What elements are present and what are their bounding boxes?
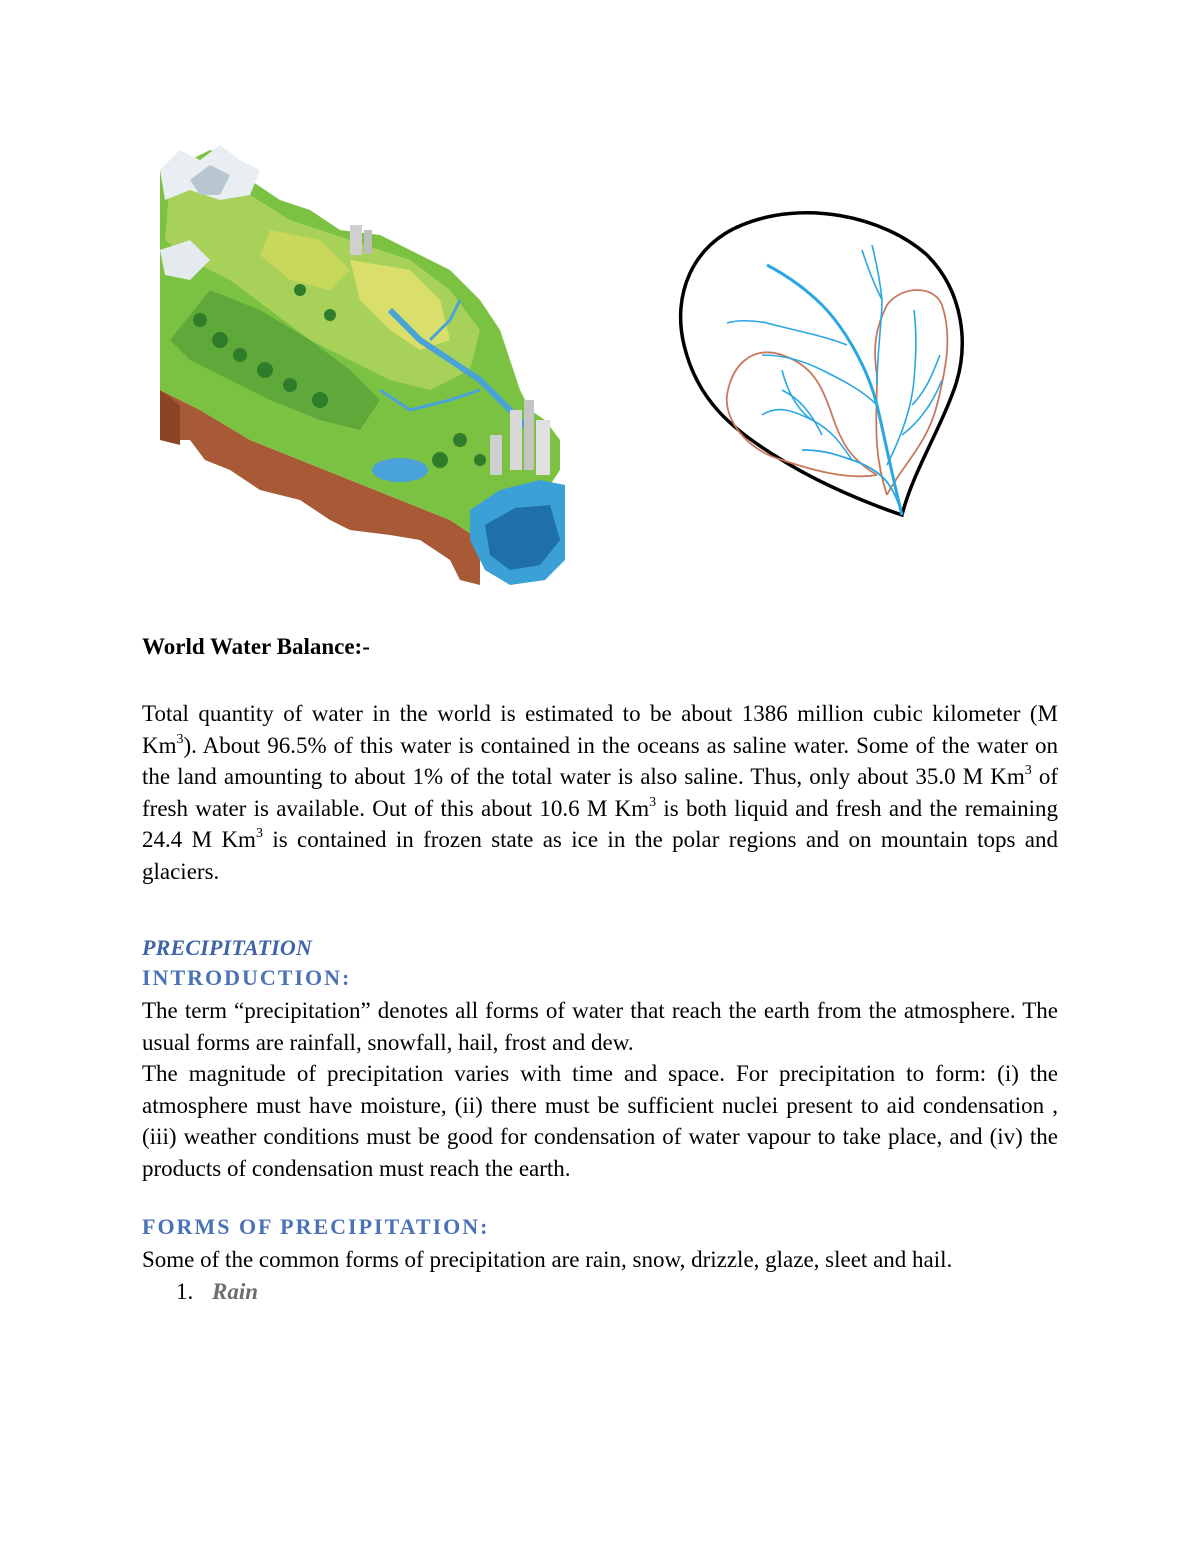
list-label-rain: Rain (212, 1278, 259, 1304)
forms-heading: FORMS OF PRECIPITATION: (142, 1214, 490, 1239)
document-body (142, 634, 1058, 1307)
introduction-heading: INTRODUCTION: (142, 965, 352, 990)
precipitation-title: PRECIPITATION (142, 935, 313, 960)
world-water-heading: World Water Balance:- (142, 634, 370, 659)
list-number: 1. (176, 1278, 194, 1304)
list-item (142, 1276, 1058, 1307)
forms-paragraph: Some of the common forms of precipitation are rain, snow, drizzle, glaze, sleet and hail. (142, 1247, 953, 1272)
intro-paragraph-2: The magnitude of precipitation varies with time and space. For precipitation to form: (i) the atmosphere must have moisture, (ii) there must be sufficient nuclei present to aid condensation , (iii) weather conditions must be good for condensation of water vapour to take place, and (iv) the products of condensation must reach the earth. (142, 1061, 1058, 1181)
drainage-basin-diagram (672, 205, 972, 525)
world-water-paragraph: Total quantity of water in the world is estimated to be about 1386 million cubic kilometer (M Km$^3$). About 96.5% of this water is contained in the oceans as saline water. Some of the water on the land amounting to about 1% of the total water is also saline. Thus, only about 35.0 M Km$^3$ of fresh water is available. Out of this about 10.6 M Km$^3$ is both liquid and fresh and the remaining 24.4 M Km$^3$ is contained in frozen state as ice in the polar regions and on mountain tops and glaciers. (142, 701, 1059, 884)
watershed-landscape-illustration (150, 140, 570, 590)
intro-paragraph-1: The term “precipitation” denotes all forms of water that reach the earth from the atmosphere. The usual forms are rainfall, snowfall, hail, frost and dew. (142, 998, 1058, 1055)
